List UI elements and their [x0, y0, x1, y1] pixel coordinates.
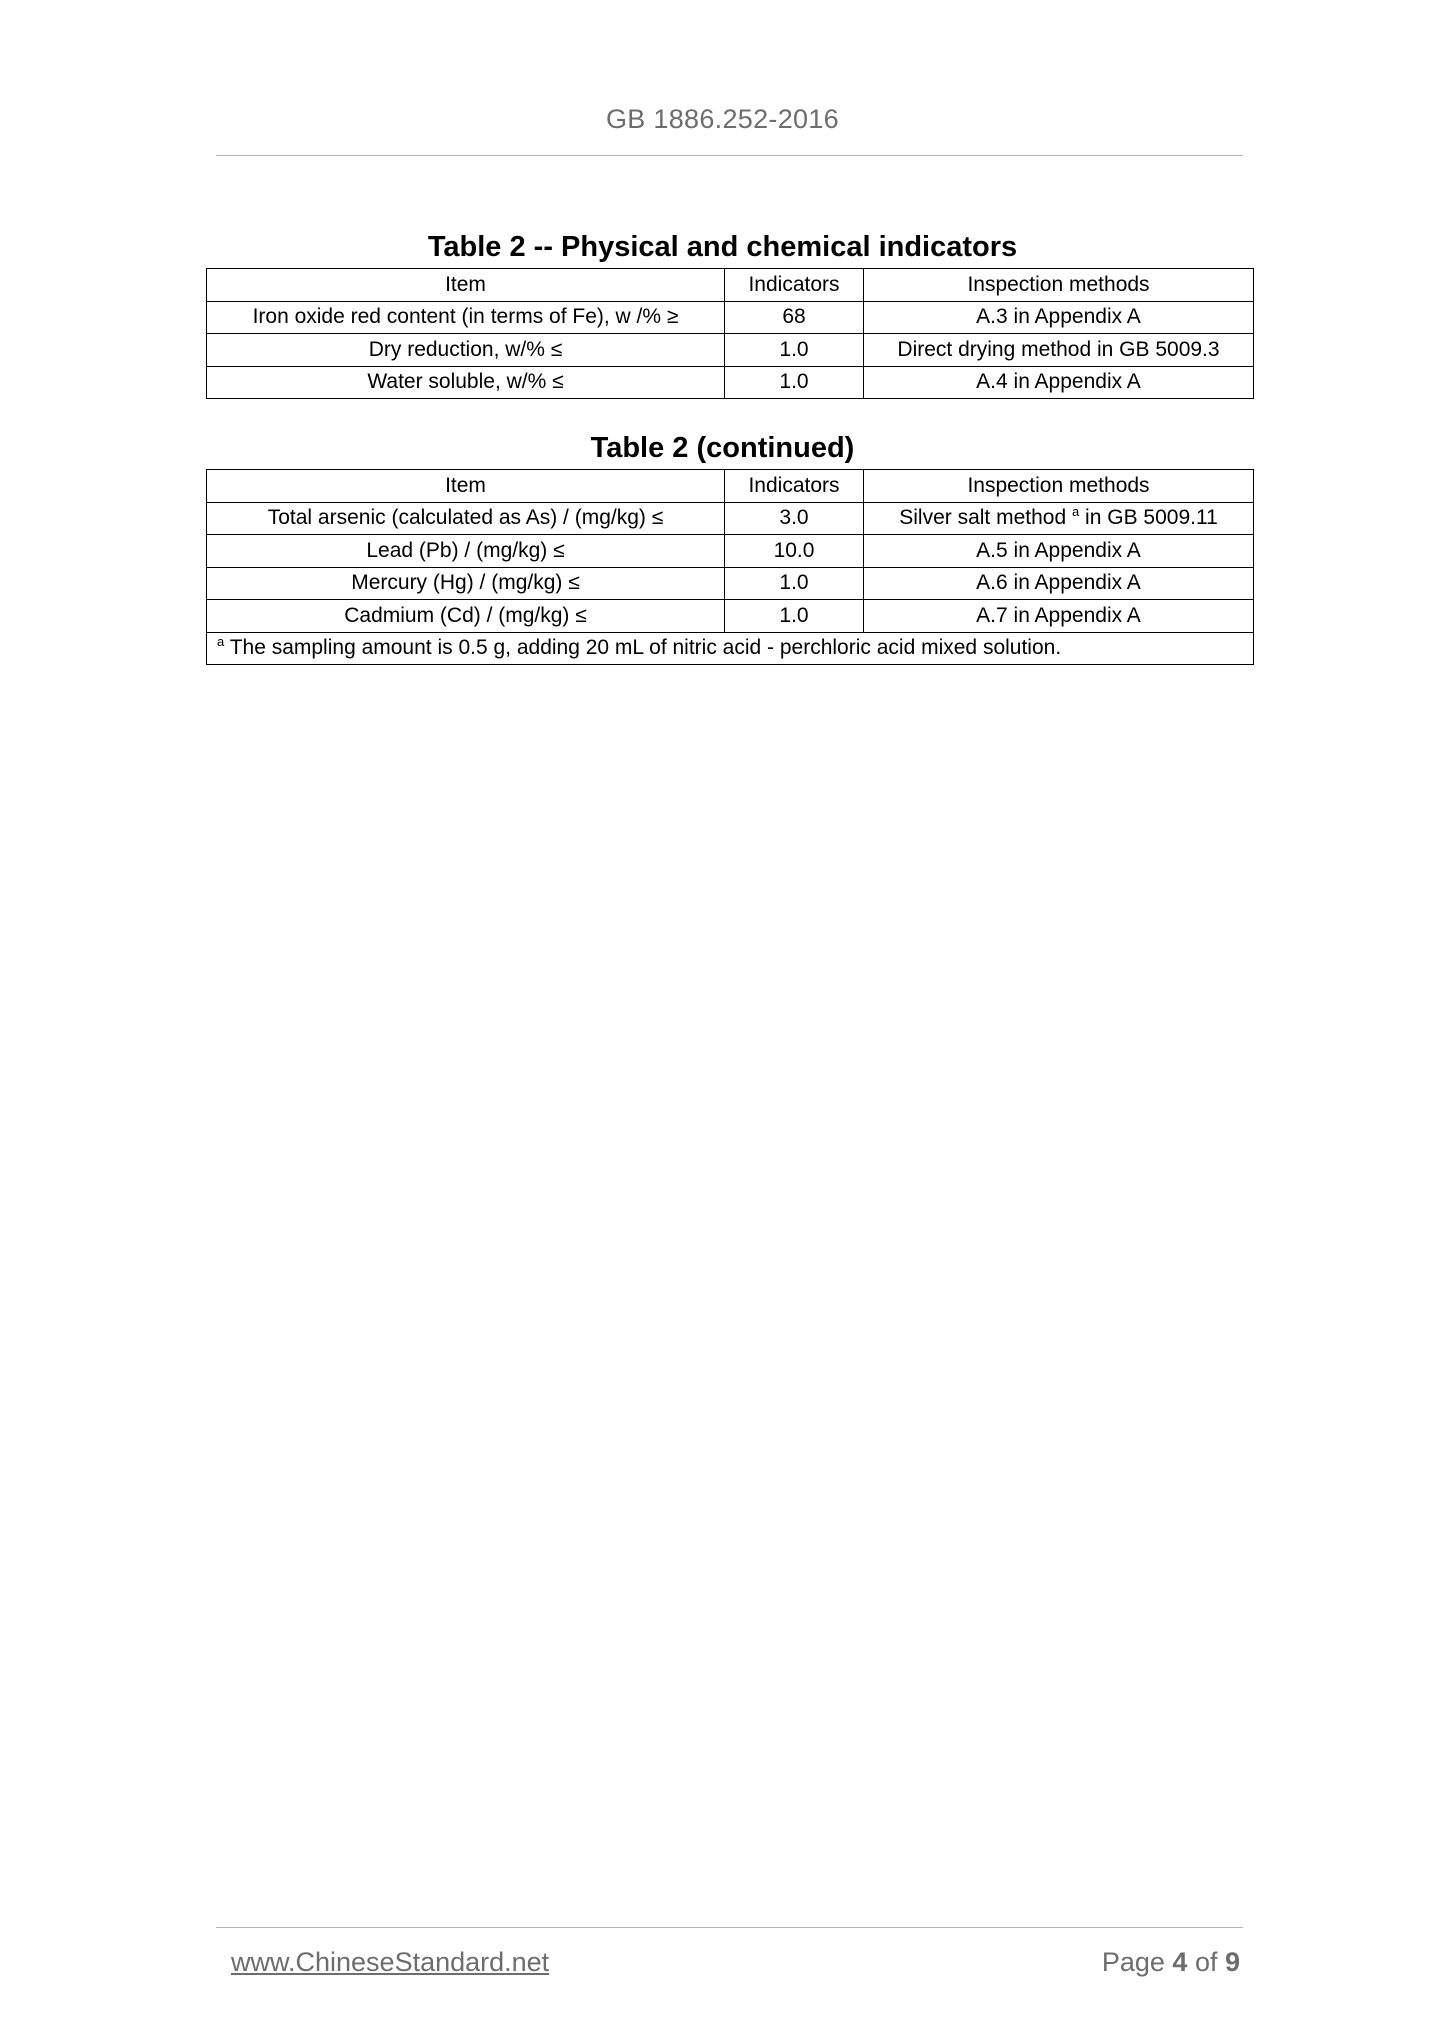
table-title: Table 2 -- Physical and chemical indicators [427, 231, 1018, 263]
indicator-cell: 1.0 [725, 334, 864, 367]
physical-chemical-indicators-continued-table [206, 469, 1254, 665]
footnote-marker: a [1071, 504, 1080, 520]
total-pages: 9 [1224, 1947, 1240, 1977]
indicator-cell: 3.0 [725, 502, 864, 535]
indicator-cell: 1.0 [725, 366, 864, 399]
item-cell: Water soluble, w/% ≤ [207, 366, 725, 399]
method-text: Silver salt method [899, 506, 1072, 530]
method-cell: A.3 in Appendix A [864, 301, 1254, 334]
page-number [1102, 1947, 1240, 1978]
item-cell: Total arsenic (calculated as As) / (mg/kg) ≤ [207, 502, 725, 535]
table-row [207, 567, 1254, 600]
column-header-indicators: Indicators [725, 470, 864, 503]
table-header-row [207, 470, 1254, 503]
page-label: Page [1101, 1947, 1173, 1977]
table-row [207, 502, 1254, 535]
indicator-cell: 10.0 [725, 535, 864, 568]
footnote-text: The sampling amount is 0.5 g, adding 20 mL of nitric acid - perchloric acid mixed solution. [224, 636, 1062, 660]
column-header-inspection-methods: Inspection methods [864, 269, 1254, 302]
page-of-label: of [1187, 1947, 1225, 1977]
footer-divider [216, 1927, 1243, 1928]
website-link[interactable]: www.ChineseStandard.net [231, 1947, 550, 1977]
method-cell: A.5 in Appendix A [864, 535, 1254, 568]
column-header-item: Item [207, 269, 725, 302]
item-cell: Iron oxide red content (in terms of Fe), w /% ≥ [207, 301, 725, 334]
item-cell: Mercury (Hg) / (mg/kg) ≤ [207, 567, 725, 600]
item-cell: Lead (Pb) / (mg/kg) ≤ [207, 535, 725, 568]
method-cell: Direct drying method in GB 5009.3 [864, 334, 1254, 367]
indicator-cell: 68 [725, 301, 864, 334]
method-cell: A.4 in Appendix A [864, 366, 1254, 399]
indicator-cell: 1.0 [725, 600, 864, 633]
table-continued-title: Table 2 (continued) [590, 432, 855, 464]
header-divider [216, 155, 1243, 156]
table-row [207, 600, 1254, 633]
table-row [207, 366, 1254, 399]
item-cell: Cadmium (Cd) / (mg/kg) ≤ [207, 600, 725, 633]
column-header-inspection-methods: Inspection methods [864, 470, 1254, 503]
table-header-row [207, 269, 1254, 302]
method-cell [864, 502, 1254, 535]
table-row [207, 535, 1254, 568]
table-footnote [207, 632, 1254, 665]
column-header-indicators: Indicators [725, 269, 864, 302]
table-row [207, 334, 1254, 367]
method-cell: A.7 in Appendix A [864, 600, 1254, 633]
method-cell: A.6 in Appendix A [864, 567, 1254, 600]
column-header-item: Item [207, 470, 725, 503]
current-page: 4 [1172, 1947, 1188, 1977]
method-text: in GB 5009.11 [1079, 506, 1218, 530]
indicator-cell: 1.0 [725, 567, 864, 600]
table-footnote-row [207, 632, 1254, 665]
page-header-code: GB 1886.252-2016 [606, 104, 839, 134]
footnote-marker: a [217, 634, 225, 650]
physical-chemical-indicators-table [206, 268, 1254, 399]
table-row [207, 301, 1254, 334]
item-cell: Dry reduction, w/% ≤ [207, 334, 725, 367]
